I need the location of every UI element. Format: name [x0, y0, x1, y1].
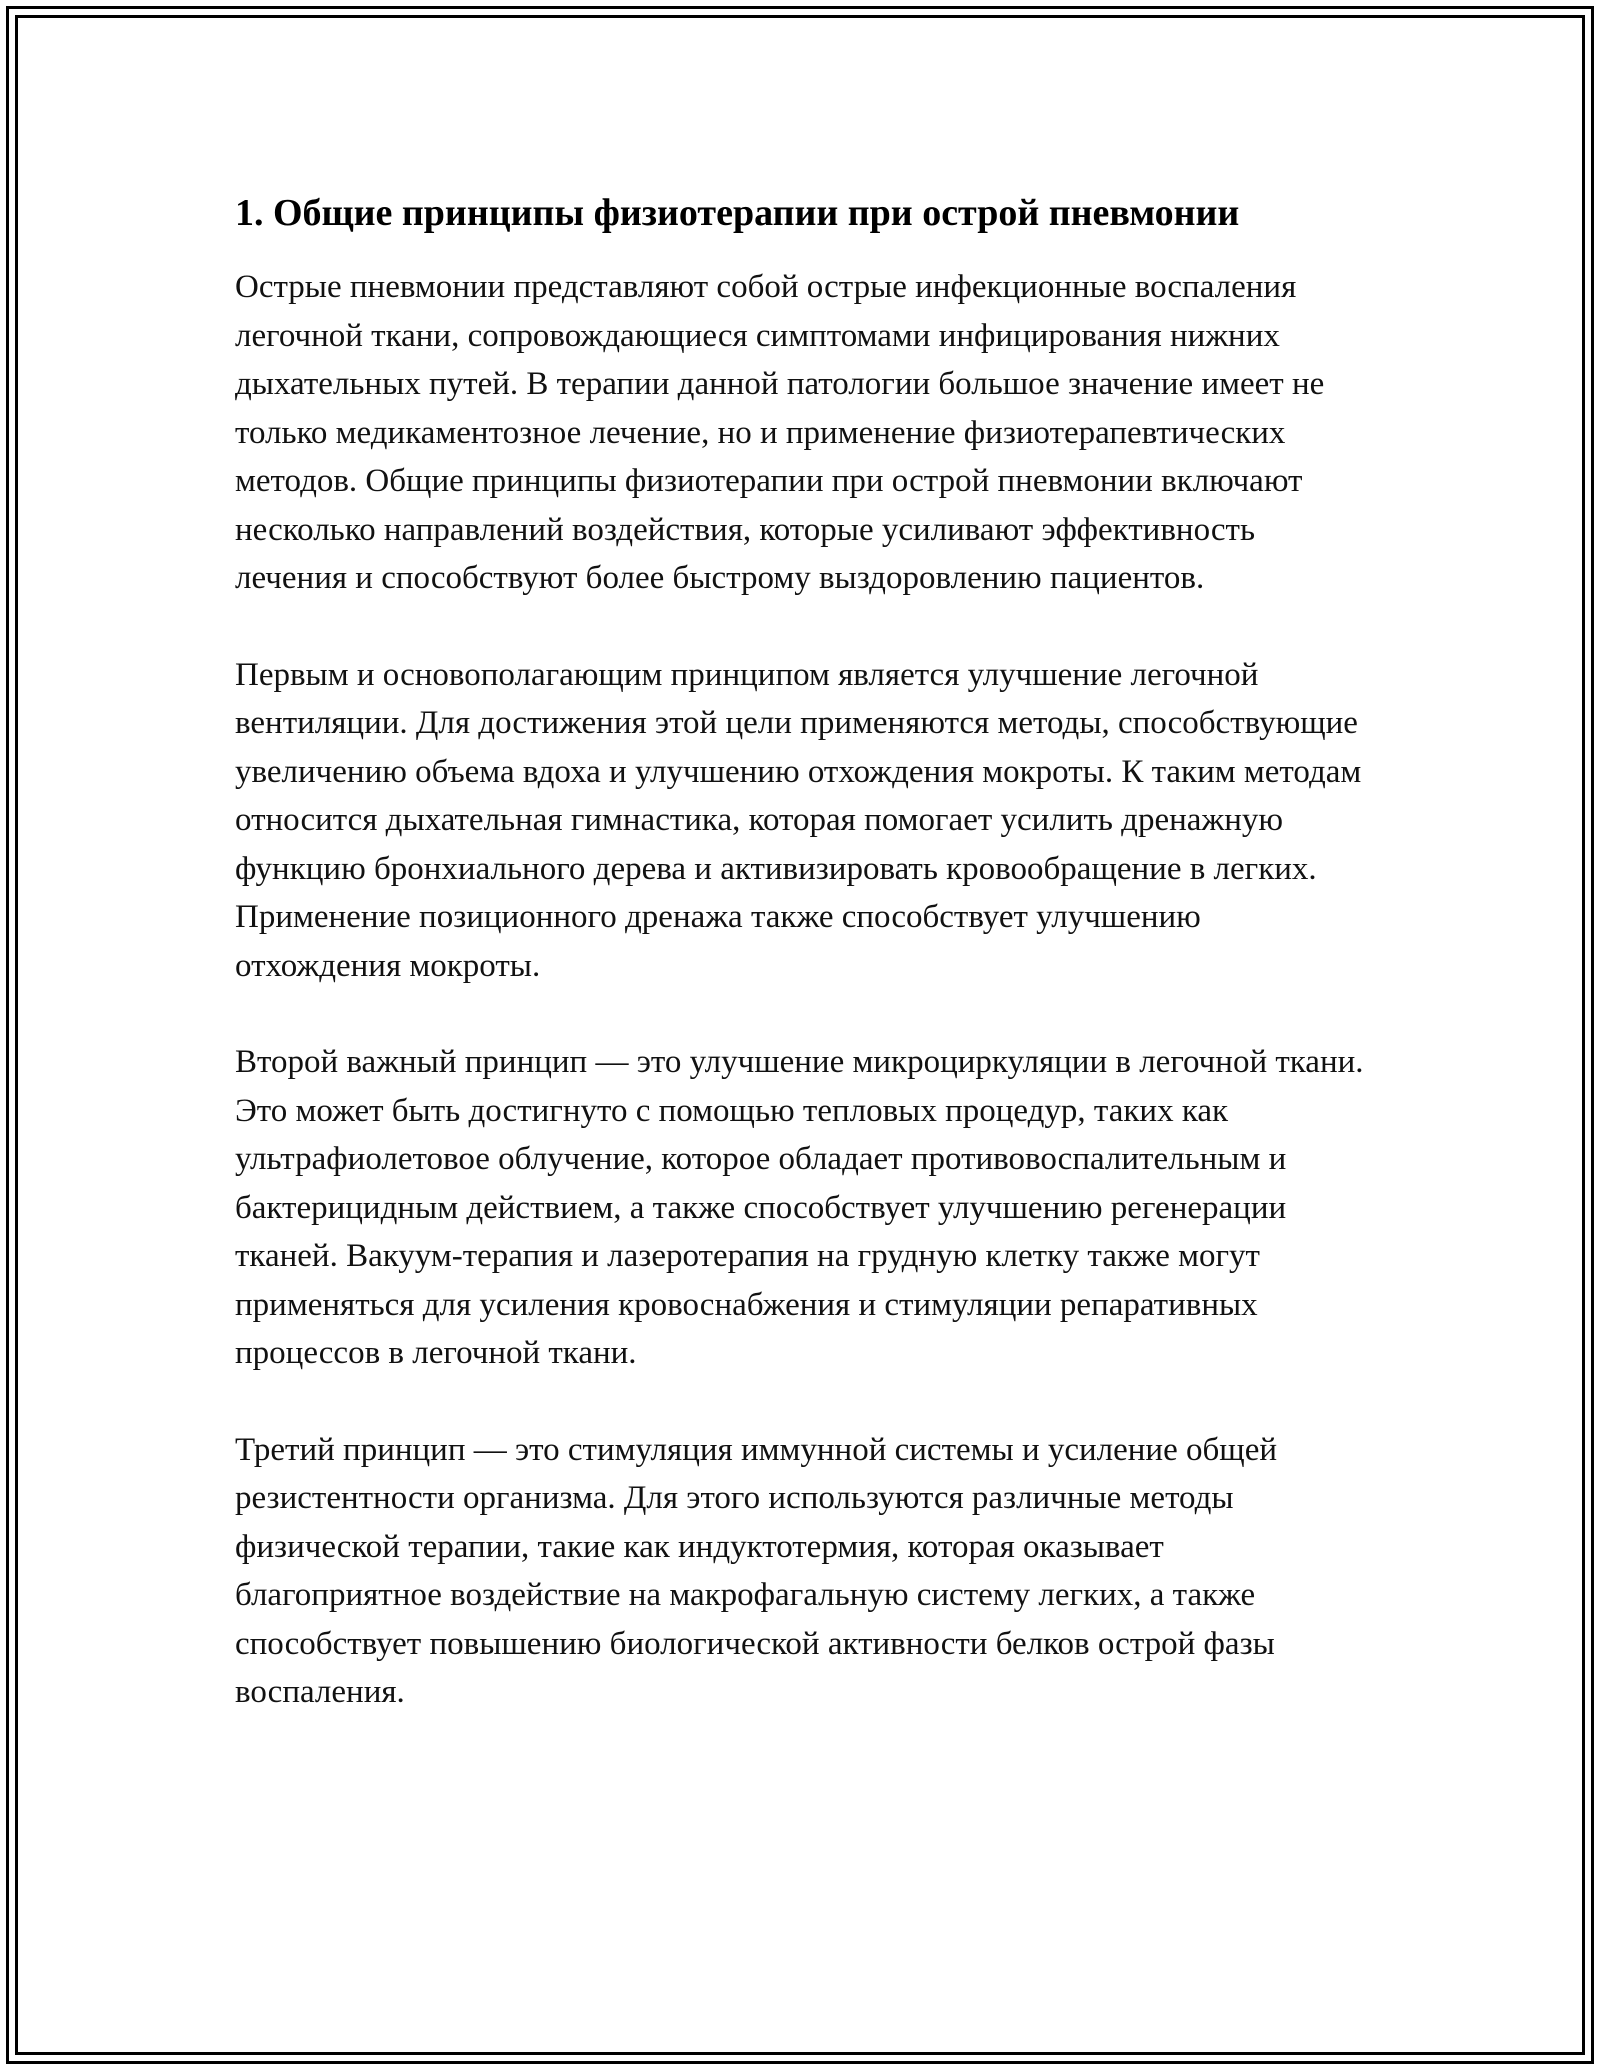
paragraph-ventilation: Первым и основополагающим принципом является улучшение легочной вентиляции. Для достижения этой цели применяются методы, способствующие увеличению объема вдоха и улучшению отхождения мокроты. К таким методам относится дыхательная гимнастика, которая помогает усилить дренажную функцию бронхиального дерева и активизировать кровообращение в легких. Применение позиционного дренажа также способствует улучшению отхождения мокроты.: [235, 656, 1362, 984]
document-body: [235, 185, 1365, 1765]
paragraph-intro: Острые пневмонии представляют собой острые инфекционные воспаления легочной ткани, сопровождающиеся симптомами инфицирования нижних дыхательных путей. В терапии данной патологии большое значение имеет не только медикаментозное лечение, но и применение физиотерапевтических методов. Общие принципы физиотерапии при острой пневмонии включают несколько направлений воздействия, которые усиливают эффективность лечения и способствуют более быстрому выздоровлению пациентов.: [235, 269, 1325, 596]
section-heading: 1. Общие принципы физиотерапии при острой пневмонии: [235, 192, 1240, 234]
paragraph-microcirculation: Второй важный принцип — это улучшение микроциркуляции в легочной ткани. Это может быть достигнуто с помощью тепловых процедур, таких как ультрафиолетовое облучение, которое обладает противовоспалительным и бактерицидным действием, а также способствует улучшению регенерации тканей. Вакуум-терапия и лазеротерапия на грудную клетку также могут применяться для усиления кровоснабжения и стимуляции репаративных процессов в легочной ткани.: [235, 1044, 1364, 1371]
paragraph-immune-system: Третий принцип — это стимуляция иммунной системы и усиление общей резистентности организма. Для этого используются различные методы физической терапии, такие как индуктотермия, которая оказывает благоприятное воздействие на макрофагальную систему легких, а также способствует повышению биологической активности белков острой фазы воспаления.: [235, 1431, 1277, 1710]
